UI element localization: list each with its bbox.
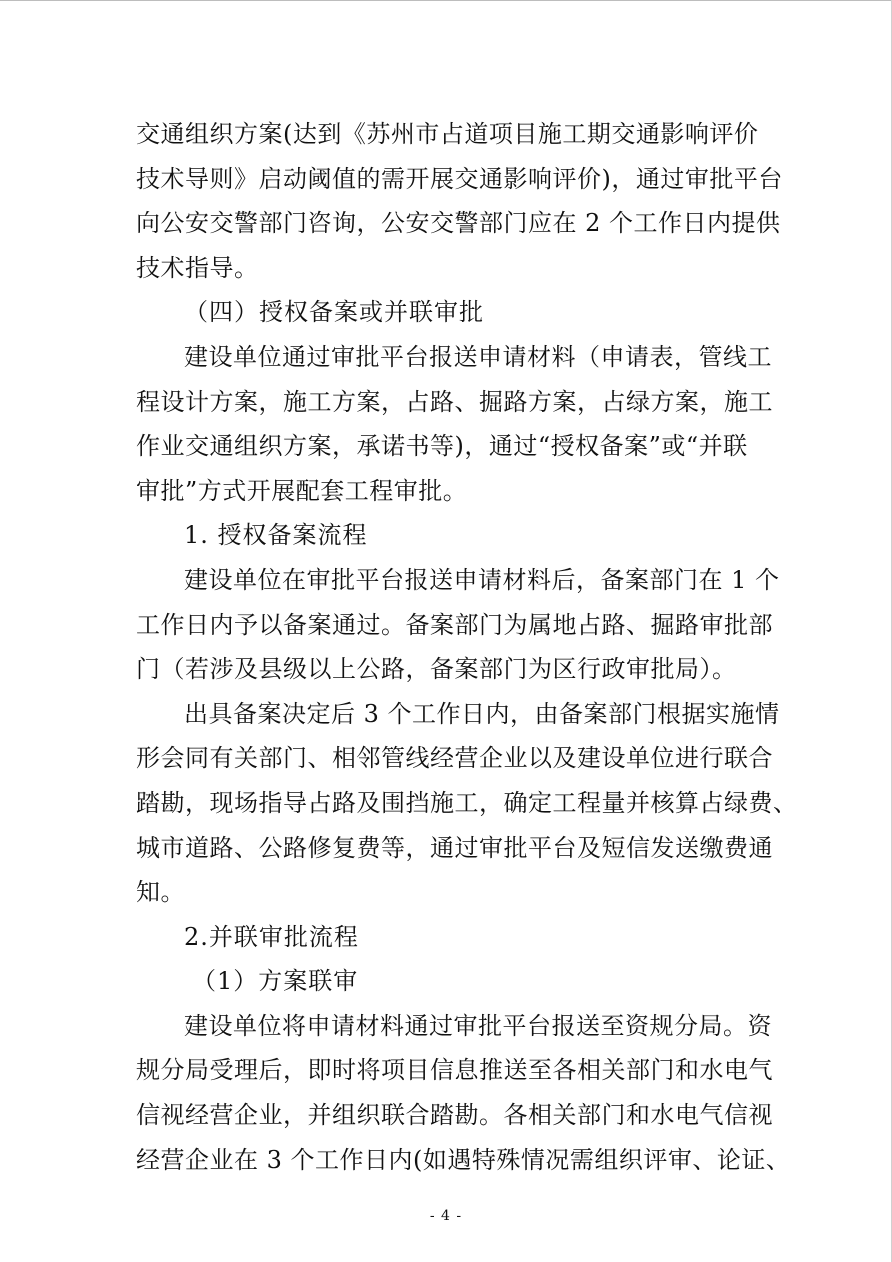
paragraph-line: 门（若涉及县级以上公路，备案部门为区行政审批局）。 <box>136 655 737 684</box>
paragraph-line: 作业交通组织方案，承诺书等)，通过“授权备案”或“并联 <box>136 432 748 461</box>
subsection-heading: 2.并联审批流程 <box>184 922 359 951</box>
paragraph-line: 形会同有关部门、相邻管线经营企业以及建设单位进行联合 <box>136 744 773 773</box>
paragraph-line: 踏勘，现场指导占路及围挡施工，确定工程量并核算占绿费、 <box>136 788 798 817</box>
paragraph-line: 工作日内予以备案通过。备案部门为属地占路、掘路审批部 <box>136 610 773 639</box>
paragraph-line: 知。 <box>136 878 185 907</box>
document-body <box>136 112 798 1182</box>
paragraph-line: 建设单位将申请材料通过审批平台报送至资规分局。资 <box>184 1011 772 1040</box>
page-top-edge <box>0 0 892 1</box>
paragraph-line: 出具备案决定后 3 个工作日内，由备案部门根据实施情 <box>184 699 780 728</box>
page-number: - 4 - <box>429 1208 463 1224</box>
paragraph-line: 技术指导。 <box>136 253 259 282</box>
section-heading: （四）授权备案或并联审批 <box>184 298 484 327</box>
paragraph-line: 建设单位在审批平台报送申请材料后，备案部门在 1 个 <box>184 565 780 594</box>
paragraph-line: 程设计方案，施工方案，占路、掘路方案，占绿方案，施工 <box>136 387 773 416</box>
subsection-heading: 1. 授权备案流程 <box>184 521 368 550</box>
paragraph-line: 交通组织方案(达到《苏州市占道项目施工期交通影响评价 <box>136 120 759 148</box>
paragraph-line: 经营企业在 3 个工作日内(如遇特殊情况需组织评审、论证、 <box>136 1145 791 1174</box>
paragraph-line: 向公安交警部门咨询，公安交警部门应在 2 个工作日内提供 <box>136 209 781 238</box>
paragraph-line: 技术导则》启动阈值的需开展交通影响评价)，通过审批平台 <box>136 164 783 193</box>
subsubsection-heading: （1）方案联审 <box>192 967 359 996</box>
paragraph-line: 城市道路、公路修复费等，通过审批平台及短信发送缴费通 <box>136 833 773 862</box>
paragraph-line: 规分局受理后，即时将项目信息推送至各相关部门和水电气 <box>136 1056 773 1085</box>
paragraph-line: 建设单位通过审批平台报送申请材料（申请表，管线工 <box>184 342 772 371</box>
paragraph-line: 审批”方式开展配套工程审批。 <box>136 476 468 505</box>
paragraph-line: 信视经营企业，并组织联合踏勘。各相关部门和水电气信视 <box>136 1101 773 1130</box>
